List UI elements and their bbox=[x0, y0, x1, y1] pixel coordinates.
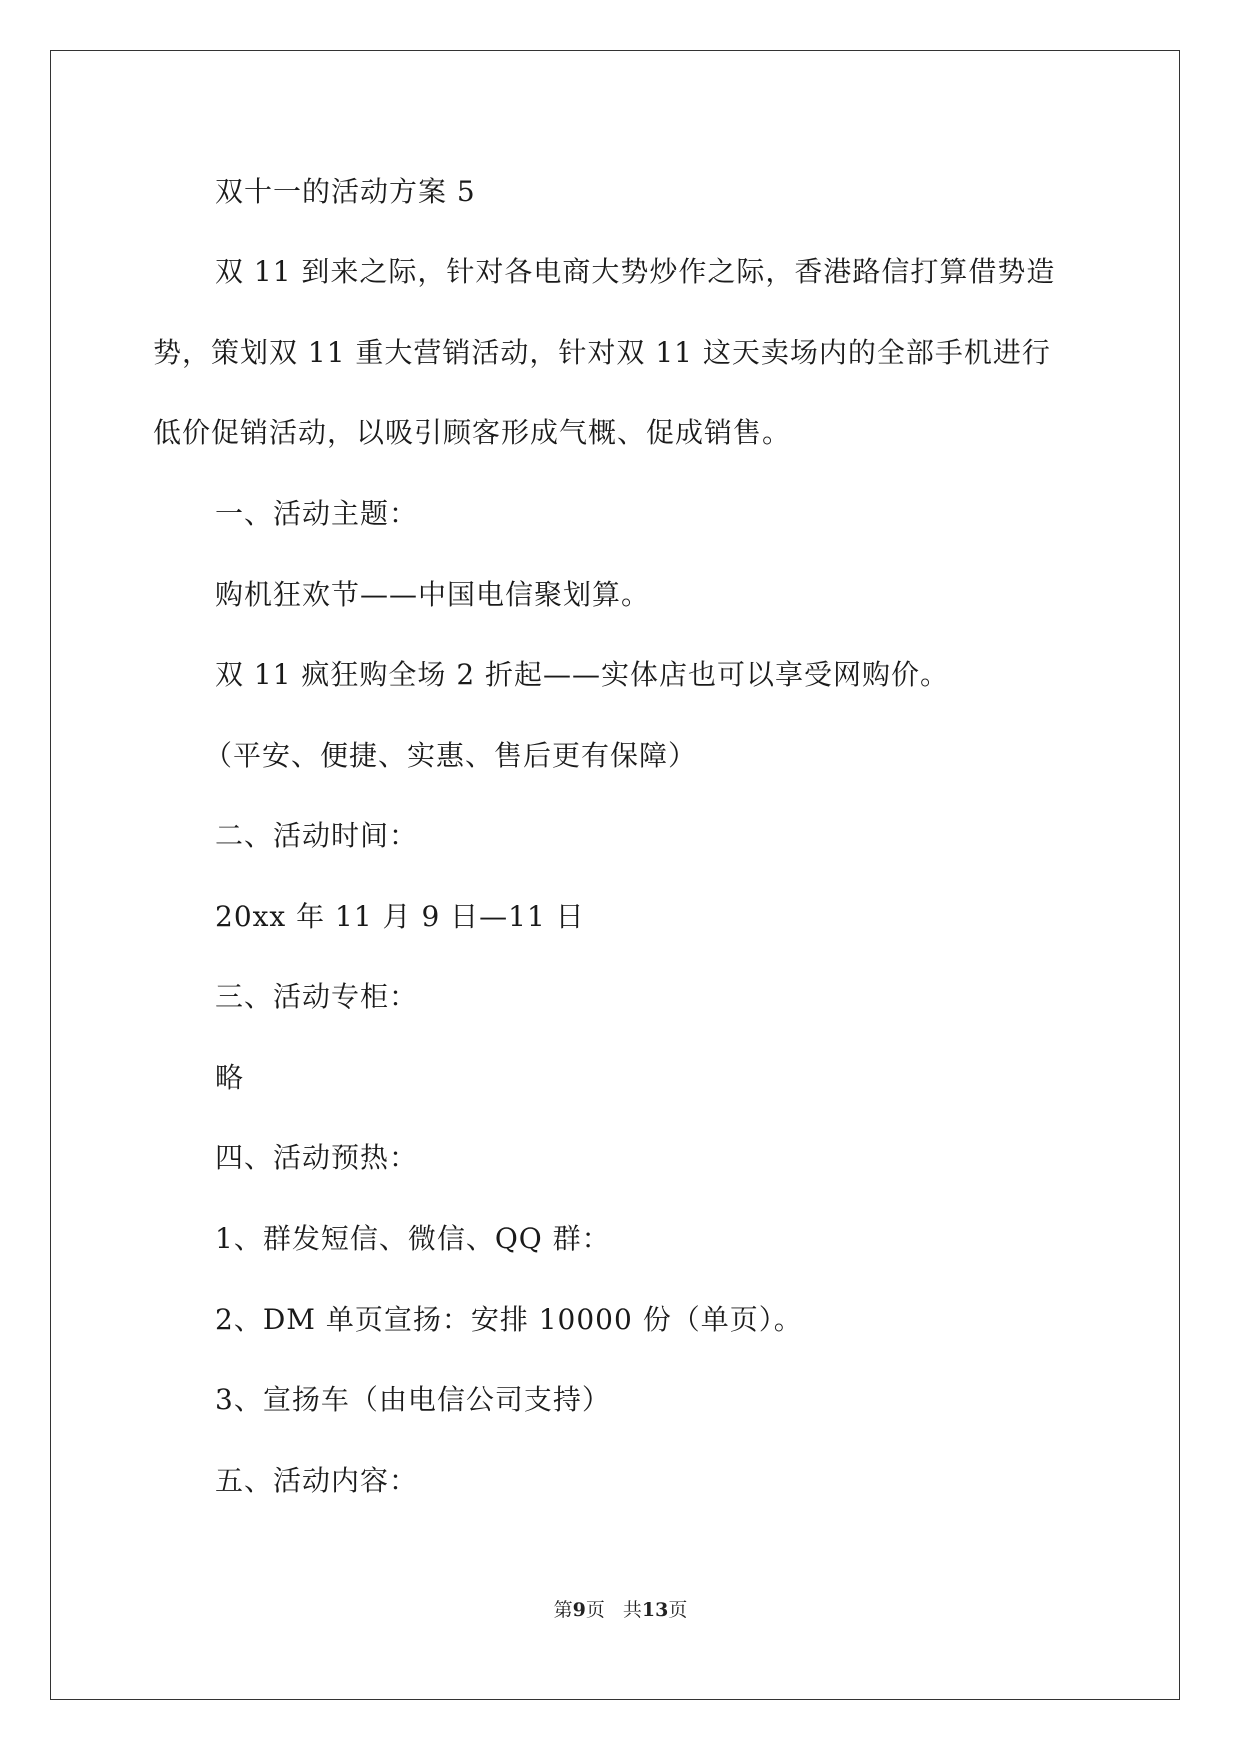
intro-line-1: 双 11 到来之际，针对各电商大势炒作之际，香港路信打算借势造 bbox=[215, 255, 1056, 288]
document-title: 双十一的活动方案 5 bbox=[215, 175, 476, 208]
list-item: 2、DM 单页宣扬：安排 10000 份（单页）。 bbox=[215, 1303, 803, 1336]
footer-total-suffix: 页 bbox=[668, 1599, 688, 1621]
page-footer bbox=[0, 1598, 1241, 1622]
footer-page-number: 9 bbox=[572, 1599, 586, 1621]
paragraph: 略 bbox=[215, 1061, 245, 1094]
section-heading-preheat: 四、活动预热： bbox=[215, 1141, 419, 1174]
page-border bbox=[50, 50, 1180, 1700]
paragraph: 双 11 疯狂购全场 2 折起——实体店也可以享受网购价。 bbox=[215, 658, 950, 691]
section-heading-content: 五、活动内容： bbox=[215, 1464, 419, 1497]
paragraph: 20xx 年 11 月 9 日—11 日 bbox=[215, 900, 585, 933]
footer-total-pages: 13 bbox=[641, 1599, 669, 1621]
section-heading-counter: 三、活动专柜： bbox=[215, 980, 419, 1013]
intro-line-2: 势，策划双 11 重大营销活动，针对双 11 这天卖场内的全部手机进行 bbox=[153, 336, 1051, 369]
footer-page-prefix: 第 bbox=[553, 1599, 573, 1621]
footer-page-suffix: 页 bbox=[585, 1599, 605, 1621]
intro-line-3: 低价促销活动，以吸引顾客形成气概、促成销售。 bbox=[153, 416, 792, 449]
paragraph: （平安、便捷、实惠、售后更有保障） bbox=[204, 739, 698, 772]
paragraph: 购机狂欢节——中国电信聚划算。 bbox=[215, 578, 651, 611]
section-heading-theme: 一、活动主题： bbox=[215, 497, 419, 530]
list-item: 1、群发短信、微信、QQ 群： bbox=[215, 1222, 611, 1255]
section-heading-time: 二、活动时间： bbox=[215, 819, 419, 852]
list-item: 3、宣扬车（由电信公司支持） bbox=[215, 1383, 611, 1416]
footer-total-prefix: 共 bbox=[622, 1599, 642, 1621]
